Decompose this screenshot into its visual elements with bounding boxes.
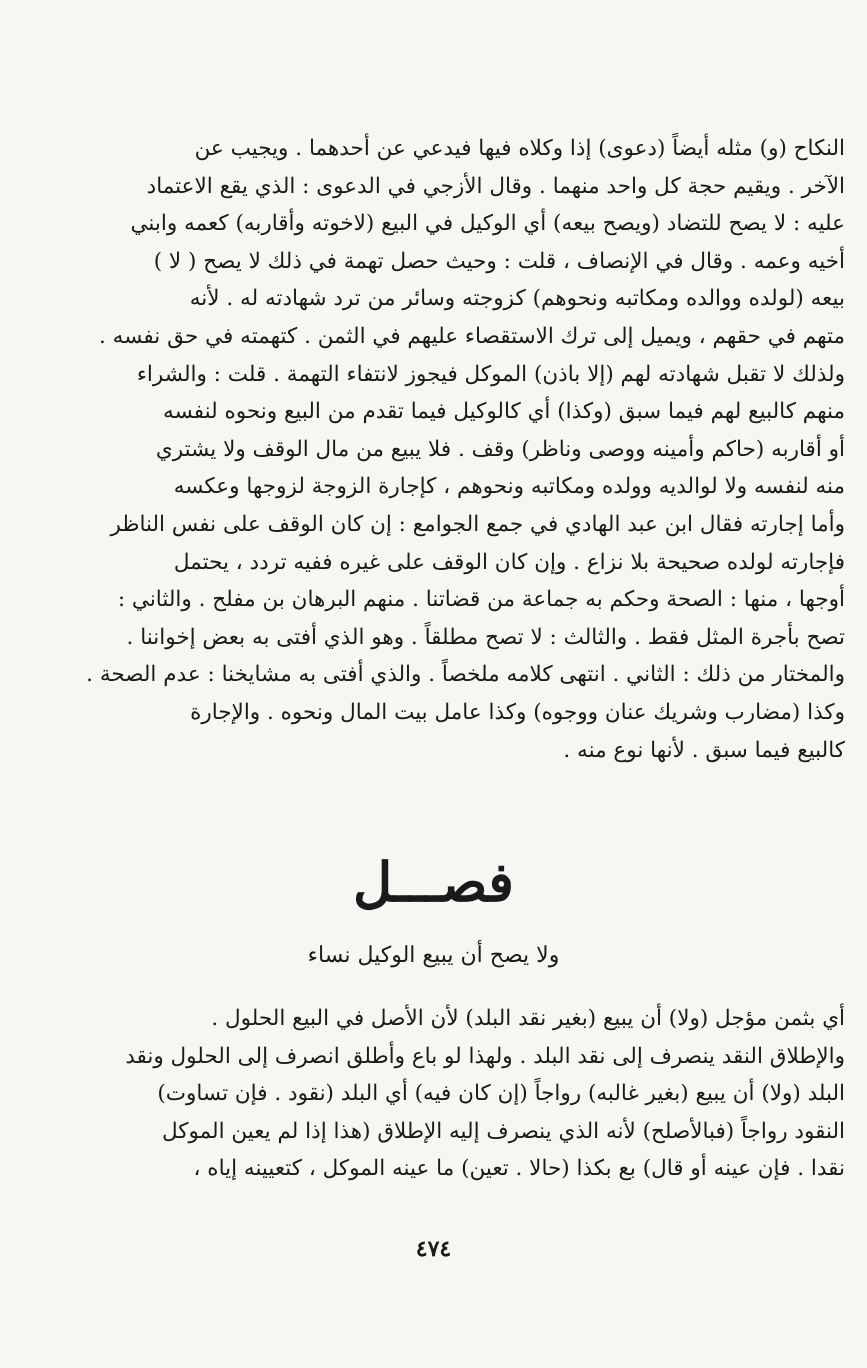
text-line: منهم كالبيع لهم فيما سبق (وكذا) أي كالوكيل فيما تقدم من البيع ونحوه لنفسه <box>163 399 845 425</box>
section-heading: فصـــل <box>353 850 514 914</box>
text-line: تصح بأجرة المثل فقط . والثالث : لا تصح مطلقاً . وهو الذي أفتى به بعض إخواننا . <box>126 624 845 650</box>
text-line: النقود رواجاً (فبالأصلح) لأنه الذي ينصرف إليه الإطلاق (هذا إذا لم يعين الموكل <box>162 1118 845 1144</box>
text-line: والإطلاق النقد ينصرف إلى نقد البلد . ولهذا لو باع وأطلق انصرف إلى الحلول ونقد <box>125 1043 845 1069</box>
paragraph-section <box>22 1000 845 1188</box>
text-line: وكذا (مضارب وشريك عنان ووجوه) وكذا عامل بيت المال ونحوه . والإجارة <box>190 699 845 725</box>
text-line: أي بثمن مؤجل (ولا) أن يبيع (بغير نقد البلد) لأن الأصل في البيع الحلول . <box>211 1006 845 1031</box>
page-number: ٤٧٤ <box>415 1236 452 1262</box>
text-line: فإجارته لولده صحيحة بلا نزاع . وإن كان الوقف على غيره ففيه تردد ، يحتمل <box>173 549 845 575</box>
section-subheading: ولا يصح أن يبيع الوكيل نساء <box>307 943 560 968</box>
text-line: النكاح (و) مثله أيضاً (دعوى) إذا وكلاه فيها فيدعي عن أحدهما . ويجيب عن <box>194 136 845 161</box>
text-line: نقدا . فإن عينه أو قال) بع بكذا (حالا . تعين) ما عينه الموكل ، كتعيينه إياه ، <box>193 1156 845 1182</box>
text-line: متهم في حقهم ، ويميل إلى ترك الاستقصاء عليهم في الثمن . كتهمته في حق نفسه . <box>99 323 845 349</box>
text-line: منه لنفسه ولا لوالديه وولده ومكاتبه ونحوهم ، كإجارة الزوجة لزوجها وعكسه <box>173 474 845 500</box>
text-line: والمختار من ذلك : الثاني . انتهى كلامه ملخصاً . والذي أفتى به مشايخنا : عدم الصحة . <box>86 662 845 688</box>
text-line: الآخر . ويقيم حجة كل واحد منهما . وقال الأزجي في الدعوى : الذي يقع الاعتماد <box>146 173 845 199</box>
text-line: أوجها ، منها : الصحة وحكم به جماعة من قضاتنا . منهم البرهان بن مفلح . والثاني : <box>117 587 845 613</box>
text-line: بيعه (لولده ووالده ومكاتبه ونحوهم) كزوجته وسائر من ترد شهادته له . لأنه <box>189 286 845 312</box>
text-line: عليه : لا يصح للتضاد (ويصح بيعه) أي الوكيل في البيع (لاخوته وأقاربه) كعمه وابني <box>130 211 845 237</box>
text-line: أخيه وعمه . وقال في الإنصاف ، قلت : وحيث حصل تهمة في ذلك لا يصح ( لا ) <box>153 248 845 274</box>
text-line: وأما إجارته فقال ابن عبد الهادي في جمع الجوامع : إن كان الوقف على نفس الناظر <box>110 511 845 537</box>
text-line: كالبيع فيما سبق . لأنها نوع منه . <box>563 737 845 763</box>
text-line: ولذلك لا تقبل شهادته لهم (إلا باذن) الموكل فيجوز لانتفاء التهمة . قلت : والشراء <box>136 361 845 387</box>
paragraph-main <box>22 130 845 769</box>
text-line: البلد (ولا) أن يبيع (بغير غالبه) رواجاً (إن كان فيه) أي البلد (نقود . فإن تساوت) <box>157 1081 845 1107</box>
text-line: أو أقاربه (حاكم وأمينه ووصى وناظر) وقف . فلا يبيع من مال الوقف ولا يشتري <box>155 436 845 462</box>
